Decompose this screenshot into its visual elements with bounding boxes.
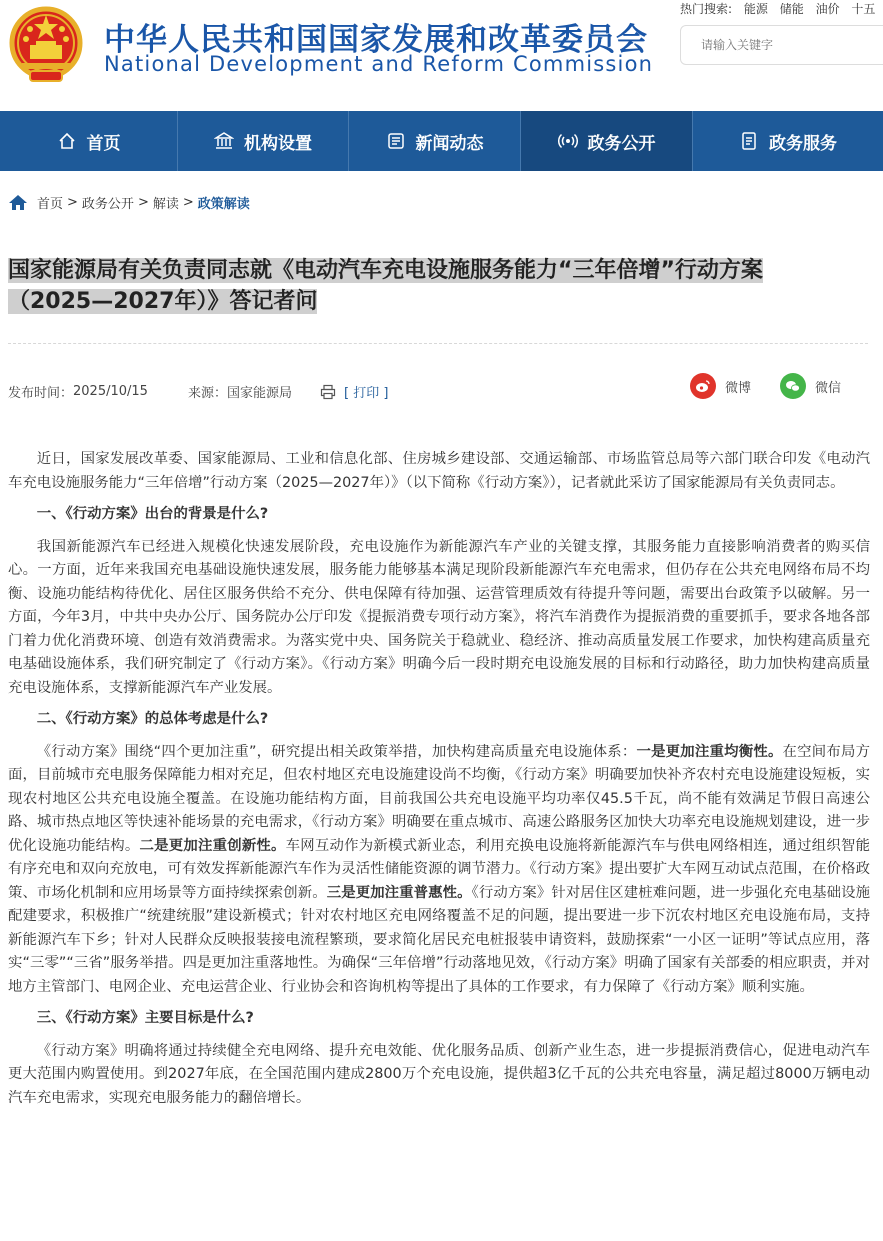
article-meta — [8, 382, 388, 401]
print-link[interactable]: [ 打印 ] — [343, 386, 389, 401]
site-name-en: National Development and Reform Commission — [104, 52, 654, 76]
nav-item-institution[interactable] — [178, 111, 349, 171]
nav-label: 新闻动态 — [415, 133, 484, 154]
divider — [8, 343, 868, 344]
wechat-icon — [780, 373, 806, 399]
weibo-icon — [690, 373, 716, 399]
article-title-text: 国家能源局有关负责同志就《电动汽车充电设施服务能力“三年倍增”行动方案（2025—2027年）》答记者问 — [8, 258, 763, 314]
home-icon[interactable] — [8, 194, 28, 211]
answer-paragraph: 《行动方案》明确将通过持续健全充电网络、提升充电效能、优化服务品质、创新产业生态，进一步提振消费信心，促进电动汽车更大范围内购置使用。到2027年底，在全国范围内建成2800万个充电设施，提供超3亿千瓦的公共充电容量，满足超过8000万辆电动汽车充电需求，实现充电服务能力的翻倍增长。 — [8, 1042, 870, 1106]
answer-text: 车网互动作为新模式新业态，利用充换电设施将新能源汽车与供电网络相连，通过组织智能有序充电和双向充放电，可有效发挥新能源汽车作为灵活性储能资源的调节潜力。《行动方案》提出要扩大车网互动试点范围，在价格政策、市场化机制和应用场景等方面持续探索创新。 — [8, 837, 870, 901]
share-weixin[interactable] — [780, 373, 841, 399]
institution-icon — [214, 131, 234, 151]
nav-label: 政务服务 — [769, 133, 837, 154]
share-weibo-label: 微博 — [725, 380, 752, 396]
home-icon — [57, 131, 77, 151]
answer-emphasis: 二是更加注重创新性。 — [139, 837, 286, 854]
source-value: 国家能源局 — [226, 386, 292, 401]
hot-search-item[interactable]: 能源 — [743, 2, 768, 16]
article-title — [8, 255, 838, 317]
answer-text: 《行动方案》针对居住区建桩难问题，进一步强化充电基础设施配建要求，积极推广“统建统服”建设新模式；针对农村地区充电网络覆盖不足的问题，提出要进一步下沉农村地区充电设施布局，支持新能源汽车下乡；针对人民群众反映报装接电流程繁琐，要求简化居民充电桩报装申请资料，鼓励探索“一小区一证明”等试点应用，落实“三零”“三省”服务举措。四是更加注重落地性。为确保“三年倍增”行动落地见效，《行动方案》明确了国家有关部委的相应职责，并对地方主管部门、电网企业、充电运营企业、行业协会和咨询机构等提出了具体的工作要求，有力保障了《行动方案》顺利实施。 — [8, 884, 870, 995]
share-weixin-label: 微信 — [815, 380, 842, 396]
share-weibo[interactable] — [690, 373, 751, 399]
nav-item-home[interactable] — [0, 111, 178, 171]
search-box — [680, 25, 883, 65]
main-nav — [0, 111, 883, 171]
answer-text: 《行动方案》围绕“四个更加注重”，研究提出相关政策举措，加快构建高质量充电设施体系： — [36, 743, 637, 760]
publish-label: 发布时间： — [8, 386, 74, 401]
breadcrumb-home[interactable]: 首页 — [37, 197, 64, 212]
publish-date: 2025/10/15 — [73, 384, 148, 399]
service-icon — [739, 131, 759, 151]
hot-search — [680, 0, 875, 17]
breadcrumb-government-affairs[interactable]: 政务公开 — [81, 197, 134, 212]
question-heading: 二、《行动方案》的总体考虑是什么? — [36, 711, 269, 727]
national-emblem-icon[interactable] — [8, 5, 84, 85]
site-name-cn[interactable]: 中华人民共和国国家发展和改革委员会 — [104, 22, 648, 58]
nav-item-government-affairs[interactable] — [521, 111, 693, 171]
hot-search-label: 热门搜索: — [680, 2, 733, 16]
answer-paragraph — [8, 741, 870, 1000]
answer-emphasis: 一是更加注重均衡性。 — [636, 743, 783, 760]
question-heading: 一、《行动方案》出台的背景是什么? — [36, 506, 269, 522]
printer-icon[interactable] — [320, 384, 336, 400]
nav-label: 政务公开 — [587, 133, 656, 154]
nav-item-services[interactable] — [693, 111, 883, 171]
breadcrumb-policy-interpretation[interactable]: 政策解读 — [197, 197, 250, 212]
hot-search-item[interactable]: 油价 — [815, 2, 840, 16]
hot-search-item[interactable]: 十五 — [851, 2, 876, 16]
nav-label: 机构设置 — [244, 133, 312, 154]
source-label: 来源： — [187, 386, 227, 401]
news-icon — [386, 131, 406, 151]
question-heading: 三、《行动方案》主要目标是什么? — [36, 1010, 254, 1026]
breadcrumb-separator: > — [182, 195, 194, 210]
breadcrumb-separator: > — [67, 195, 78, 210]
site-header — [0, 0, 883, 111]
search-input[interactable] — [681, 26, 883, 64]
article-body — [8, 448, 870, 1118]
answer-text: 在空间布局方面，目前城市充电服务保障能力相对充足，但农村地区充电设施建设尚不均衡，《行动方案》明确要加快补齐农村充电设施建设短板，实现农村地区公共充电设施全覆盖。在设施功能结构方面，目前我国公共充电设施平均功率仅45.5千瓦，尚不能有效满足节假日高速公路、城市热点地区等快速补能场景的充电需求，《行动方案》明确要在重点城市、高速公路服务区加快大功率充电设施规划建设，进一步优化设施功能结构。 — [8, 743, 870, 854]
nav-label: 首页 — [86, 133, 121, 154]
breadcrumb — [8, 193, 250, 212]
answer-emphasis: 三是更加注重普惠性。 — [326, 884, 472, 901]
broadcast-icon — [558, 131, 578, 151]
hot-search-item[interactable]: 储能 — [779, 2, 804, 16]
answer-paragraph: 我国新能源汽车已经进入规模化快速发展阶段，充电设施作为新能源汽车产业的关键支撑，其服务能力直接影响消费者的购买信心。一方面，近年来我国充电基础设施快速发展，服务能力能够基本满足现阶段新能源汽车充电需求，但仍存在公共充电网络布局不均衡、设施功能结构待优化、居住区服务供给不充分、供电保障有待加强、运营管理质效有待提升等问题，需要出台政策予以破解。另一方面，今年3月，中共中央办公厅、国务院办公厅印发《提振消费专项行动方案》，将汽车消费作为提振消费的重要抓手，要求各地各部门着力优化消费环境、创造有效消费需求。为落实党中央、国务院关于稳就业、稳经济、推动高质量发展工作要求，加快构建高质量充电基础设施体系，我们研究制定了《行动方案》。《行动方案》明确今后一段时期充电设施发展的目标和行动路径，助力加快构建高质量充电设施体系，支撑新能源汽车产业发展。 — [8, 538, 870, 696]
nav-item-news[interactable] — [349, 111, 521, 171]
breadcrumb-interpretation[interactable]: 解读 — [152, 197, 179, 212]
breadcrumb-separator: > — [137, 195, 149, 210]
article-intro: 近日，国家发展改革委、国家能源局、工业和信息化部、住房城乡建设部、交通运输部、市场监管总局等六部门联合印发《电动汽车充电设施服务能力“三年倍增”行动方案（2025—2027年）》（以下简称《行动方案》），记者就此采访了国家能源局有关负责同志。 — [8, 451, 870, 491]
